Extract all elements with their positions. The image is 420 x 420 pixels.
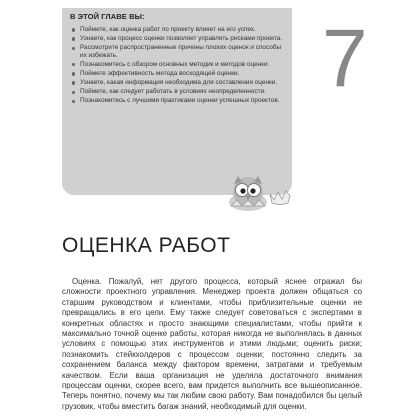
objectives-title: В ЭТОЙ ГЛАВЕ ВЫ: [70, 12, 145, 21]
egg-shell-icon [268, 186, 292, 206]
body-paragraph: Оценка. Пожалуй, нет другого процесса, который яснее отражал бы сложности проектного управления. Менеджер проекта должен общаться со старшим руководством и клиентами, чтобы приблизительные оценки не превращались в его цели. Ему также следует советоваться с экспертами в конкретных областях и просто знающими специалистами, чтобы прийти к максимально точной оценке работы, которая никогда не выполнялась в данных условиях с помощью этих инструментов и этими людьми; оценить риски; познакомить стейкхолдеров с процессом оценки; постоянно следить за сохранением баланса между фактором времени, затратами и требуемым качеством. Если ваша организация не уделяла достаточного внимания процессам оценки, скорее всего, вам придется выполнить все вышеописанное. Теперь понятно, почему мы так любим свою работу. Вам понадобился бы целый грузовик, чтобы вместить багаж знаний, необходимый для оценки. [62, 277, 362, 411]
objective-item: Познакомитесь с лучшими практиками оценки успешных проектов. [70, 97, 284, 105]
objective-item: Поймете, как следует работать в условиях неопределенности. [70, 88, 284, 96]
section-title: ОЦЕНКА РАБОТ [62, 234, 231, 257]
objective-item: Узнаете, какая информация необходима для составления оценки. [70, 79, 284, 87]
objective-item: Познакомитесь с обзором основных методик и методов оценки. [70, 61, 284, 69]
objective-item: Поймете, как оценка работ по проекту влияет на его успех. [70, 26, 284, 34]
objective-item: Поймете эффективность метода восходящей оценки. [70, 70, 284, 78]
chapter-objectives-box [62, 8, 292, 195]
chapter-number: 7 [322, 13, 368, 104]
objective-item: Рассмотрите распространенные причины плохих оценок и способы их избежать. [70, 44, 284, 59]
objectives-list [70, 26, 284, 105]
objective-item: Узнаете, как процесс оценки позволяет управлять рисками проекта. [70, 35, 284, 43]
